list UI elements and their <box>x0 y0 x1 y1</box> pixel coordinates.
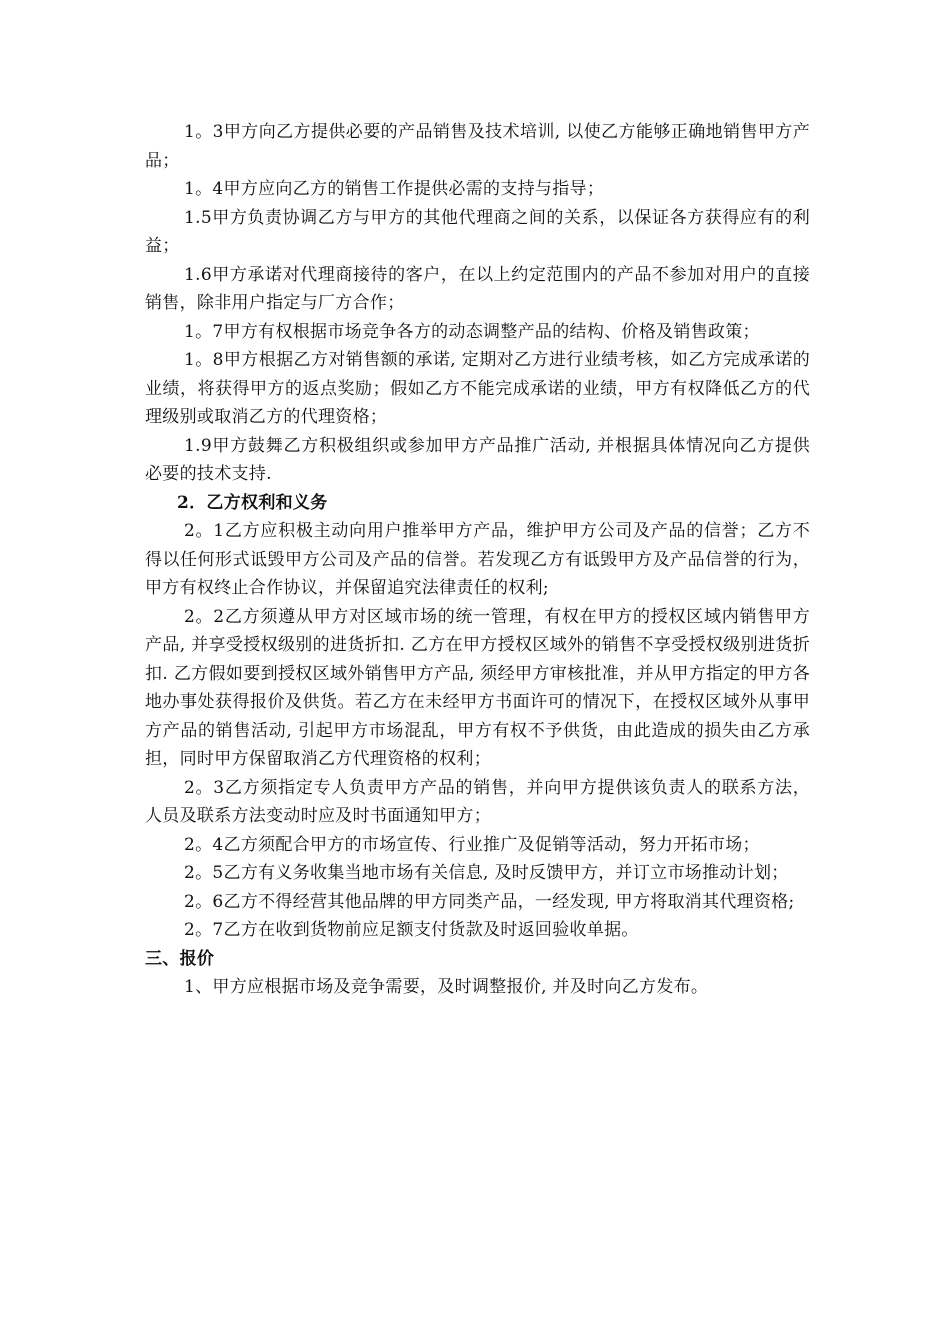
clause-2-5: 2。5乙方有义务收集当地市场有关信息, 及时反馈甲方，并订立市场推动计划； <box>184 863 789 883</box>
clause-2-4: 2。4乙方须配合甲方的市场宣传、行业推广及促销等活动，努力开拓市场； <box>184 834 760 855</box>
section-heading-pricing: 三、报价 <box>145 948 215 969</box>
clause-1-3: 1。3甲方向乙方提供必要的产品销售及技术培训, 以使乙方能够正确地销售甲方产品； <box>145 122 810 171</box>
clause-2-3: 2。3乙方须指定专人负责甲方产品的销售，并向甲方提供该负责人的联系方法，人员及联系方法变动时应及时书面通知甲方； <box>145 777 810 826</box>
clause-2-6: 2。6乙方不得经营其他品牌的甲方同类产品，一经发现, 甲方将取消其代理资格; <box>184 891 795 912</box>
clause-1-4: 1。4甲方应向乙方的销售工作提供必需的支持与指导； <box>184 179 605 199</box>
clause-1-5: 1.5甲方负责协调乙方与甲方的其他代理商之间的关系，以保证各方获得应有的利益； <box>145 207 810 256</box>
section-heading-party-b-rights: 2．乙方权利和义务 <box>177 492 328 513</box>
clause-2-1: 2。1乙方应积极主动向用户推举甲方产品，维护甲方公司及产品的信誉；乙方不得以任何形式诋毁甲方公司及产品的信誉。若发现乙方有诋毁甲方及产品信誉的行为，甲方有权终止合作协议，并保留追究法律责任的权利; <box>145 521 810 598</box>
clause-2-2: 2。2乙方须遵从甲方对区域市场的统一管理，有权在甲方的授权区域内销售甲方产品, 并享受授权级别的进货折扣. 乙方在甲方授权区域外的销售不享受授权级别进货折扣. 乙方假如要到授权区域外销售甲方产品, 须经甲方审核批准，并从甲方指定的甲方各地办事处获得报价及供货。若乙方在未经甲方书面许可的情况下，在授权区域外从事甲方产品的销售活动, 引起甲方市场混乱，甲方有权不予供货，由此造成的损失由乙方承担，同时甲方保留取消乙方代理资格的权利； <box>145 606 810 769</box>
clause-1-9: 1.9甲方鼓舞乙方积极组织或参加甲方产品推广活动, 并根据具体情况向乙方提供必要的技术支持. <box>145 435 810 484</box>
clause-3-1: 1、甲方应根据市场及竞争需要，及时调整报价, 并及时向乙方发布。 <box>184 977 709 997</box>
document-body <box>145 118 810 1002</box>
clause-1-6: 1.6甲方承诺对代理商接待的客户，在以上约定范围内的产品不参加对用户的直接销售，除非用户指定与厂方合作； <box>145 264 810 313</box>
clause-1-8: 1。8甲方根据乙方对销售额的承诺, 定期对乙方进行业绩考核，如乙方完成承诺的业绩，将获得甲方的返点奖励；假如乙方不能完成承诺的业绩，甲方有权降低乙方的代理级别或取消乙方的代理资格； <box>145 350 810 427</box>
clause-1-7: 1。7甲方有权根据市场竞争各方的动态调整产品的结构、价格及销售政策； <box>184 321 760 342</box>
clause-2-7: 2。7乙方在收到货物前应足额支付货款及时返回验收单据。 <box>184 920 639 940</box>
